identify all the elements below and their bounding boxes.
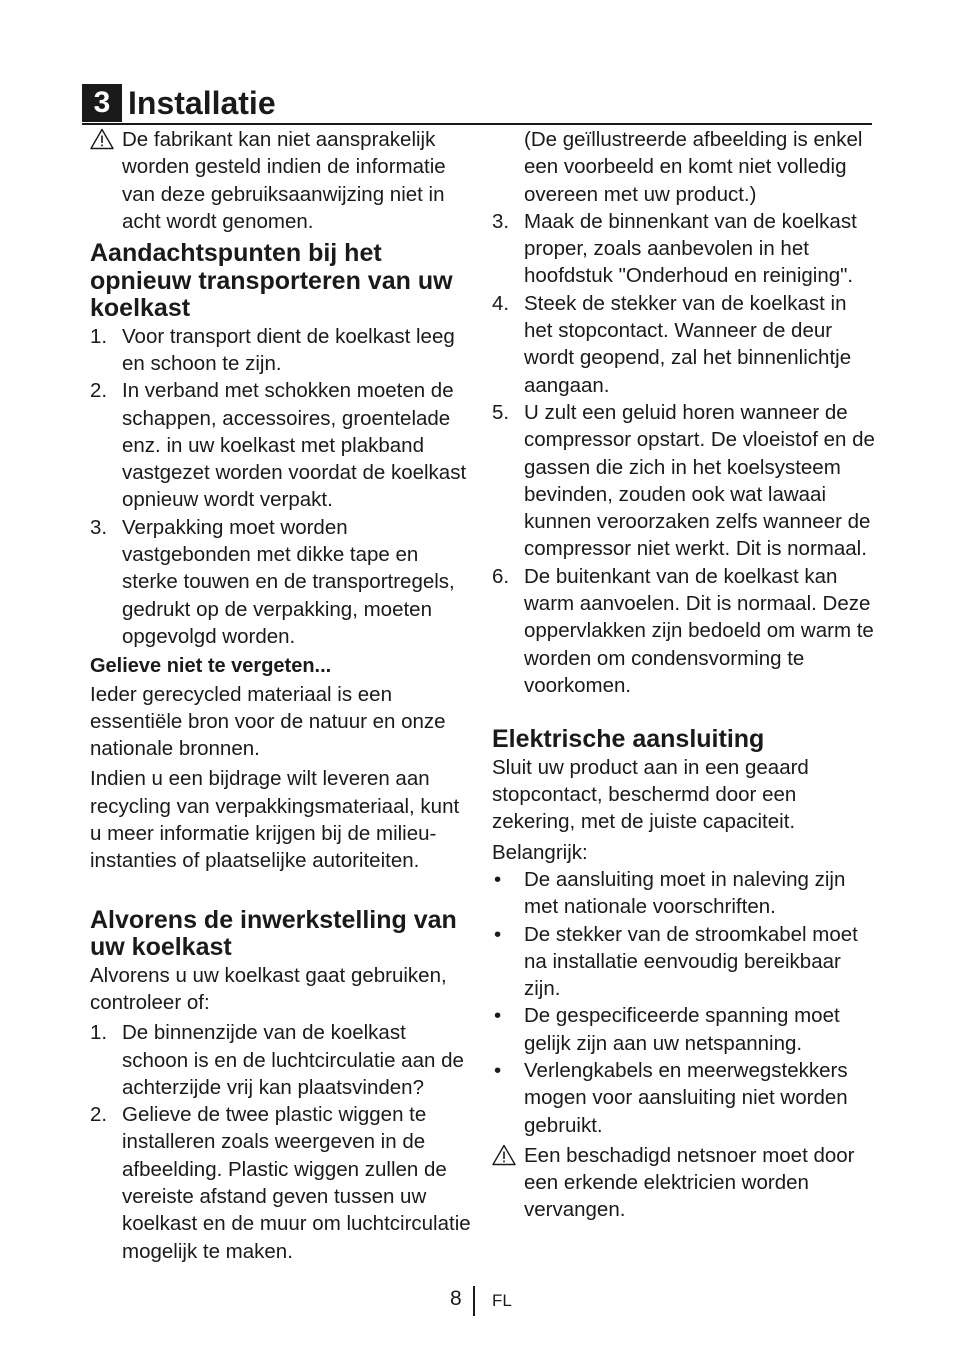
- reminder-paragraph-1: Ieder gerecycled materiaal is een essentiële bron voor de natuur en onze nationale bronnen.: [90, 682, 446, 761]
- header-rule: [82, 123, 872, 125]
- footer-divider: [473, 1286, 475, 1316]
- language-code: FL: [492, 1291, 512, 1310]
- list-item: 1. Voor transport dient de koelkast leeg en schoon te zijn.: [90, 324, 455, 375]
- right-column: [492, 126, 877, 1224]
- page-number: 8: [450, 1287, 462, 1310]
- list-item: • Verlengkabels en meerwegstekkers mogen voor aansluiting niet worden gebruikt.: [494, 1059, 848, 1137]
- list-item: 3. Verpakking moet worden vastgebonden met dikke tape en sterke touwen en de transportregels, gedrukt op de verpakking, moeten opgevolgd worden.: [90, 515, 455, 648]
- electrical-intro: Sluit uw product aan in een geaard stopcontact, beschermd door een zekering, met de juiste capaciteit.: [492, 755, 809, 834]
- before-use-heading: Alvorens de inwerkstelling van uw koelkast: [90, 905, 457, 962]
- chapter-header: [82, 82, 872, 124]
- illustration-note: (De geïllustreerde afbeelding is enkel een voorbeeld en komt niet volledig overeen met uw product.): [524, 128, 863, 206]
- warning-intro-text: De fabrikant kan niet aansprakelijk worden gesteld indien de informatie van deze gebruiksaanwijzing niet in acht wordt genomen.: [122, 128, 446, 233]
- warning-intro: [90, 126, 475, 235]
- list-item: 3. Maak de binnenkant van de koelkast proper, zoals aanbevolen in het hoofdstuk "Onderhoud en reiniging".: [492, 209, 857, 288]
- list-item: 4. Steek de stekker van de koelkast in het stopcontact. Wanneer de deur wordt geopend, zal het binnenlichtje aangaan.: [492, 291, 852, 397]
- warning-icon: [492, 1144, 516, 1166]
- list-item: 5. U zult een geluid horen wanneer de compressor opstart. De vloeistof en de gassen die zich in het koelsysteem bevinden, zouden ook wat lawaai kunnen veroorzaken zelfs wanneer de compressor niet werkt. Dit is normaal.: [492, 400, 875, 561]
- before-use-intro: Alvorens u uw koelkast gaat gebruiken, controleer of:: [90, 963, 447, 1014]
- left-column: [90, 126, 475, 1265]
- electrical-warning: [492, 1142, 877, 1224]
- important-label: Belangrijk:: [492, 840, 588, 864]
- list-item: • De aansluiting moet in naleving zijn met nationale voorschriften.: [494, 867, 846, 919]
- list-item: 2. In verband met schokken moeten de schappen, accessoires, groentelade enz. in uw koelkast met plakband vastgezet worden voordat de koelkast opnieuw wordt verpakt.: [90, 379, 467, 512]
- reminder-title: Gelieve niet te vergeten...: [90, 655, 332, 678]
- transport-list: [90, 323, 475, 651]
- reminder-paragraph-2: Indien u een bijdrage wilt leveren aan recycling van verpakkingsmateriaal, kunt u meer informatie krijgen bij de milieu-instanties of plaatselijke autoriteiten.: [90, 767, 460, 873]
- transport-heading: Aandachtspunten bij het opnieuw transporteren van uw koelkast: [90, 239, 453, 323]
- electrical-warning-text: Een beschadigd netsnoer moet door een erkende elektricien worden vervangen.: [524, 1143, 855, 1222]
- warning-icon: [90, 128, 114, 150]
- preparation-list: [492, 208, 877, 699]
- list-item: • De stekker van de stroomkabel moet na installatie eenvoudig bereikbaar zijn.: [494, 922, 858, 1001]
- list-item: 1. De binnenzijde van de koelkast schoon is en de luchtcirculatie aan de achterzijde vrij kan plaatsvinden?: [90, 1021, 464, 1099]
- chapter-number: 3: [82, 84, 122, 122]
- page-footer: [0, 1286, 954, 1316]
- chapter-title: Installatie: [128, 85, 276, 121]
- electrical-bullets: [492, 866, 877, 1139]
- list-item: • De gespecificeerde spanning moet gelijk zijn aan uw netspanning.: [494, 1004, 840, 1055]
- electrical-heading: Elektrische aansluiting: [492, 725, 765, 754]
- before-use-list: [90, 1019, 475, 1265]
- list-item: 6. De buitenkant van de koelkast kan warm aanvoelen. Dit is normaal. Deze oppervlakken zijn bedoeld om warm te worden om condensvorming te voorkomen.: [492, 564, 874, 697]
- list-item: 2. Gelieve de twee plastic wiggen te installeren zoals weergeven in de afbeelding. Plastic wiggen zullen de vereiste afstand geven tussen uw koelkast en de muur om luchtcirculatie mogelijk te maken.: [90, 1103, 471, 1263]
